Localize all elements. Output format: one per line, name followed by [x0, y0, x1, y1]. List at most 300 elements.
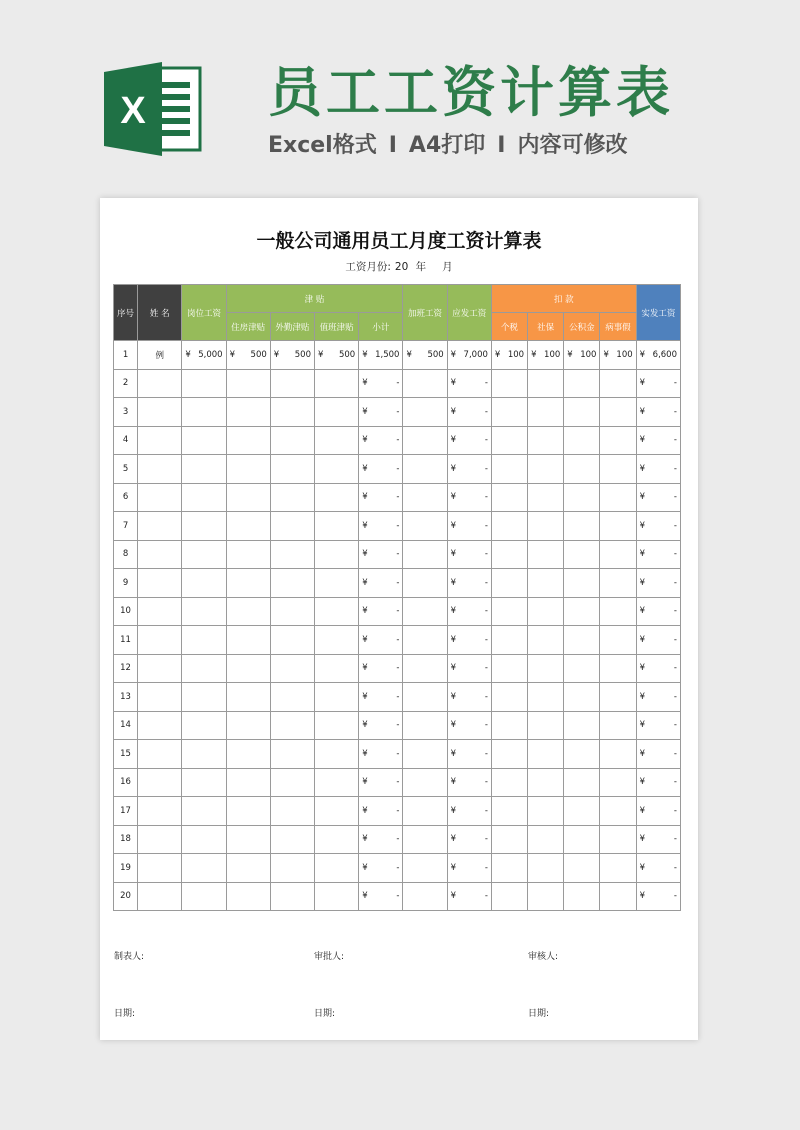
cell-social[interactable]: [528, 626, 564, 655]
cell-subtotal[interactable]: ¥ -: [359, 654, 403, 683]
cell-actual[interactable]: ¥ -: [636, 483, 680, 512]
cell-tax[interactable]: [491, 426, 527, 455]
cell-subtotal[interactable]: ¥ -: [359, 483, 403, 512]
cell-name[interactable]: [138, 483, 182, 512]
cell-seq[interactable]: 18: [114, 825, 138, 854]
cell-outwork[interactable]: [270, 683, 314, 712]
cell-base[interactable]: [182, 483, 226, 512]
cell-fund[interactable]: [564, 426, 600, 455]
cell-social[interactable]: [528, 797, 564, 826]
cell-actual[interactable]: ¥ -: [636, 597, 680, 626]
cell-tax[interactable]: [491, 483, 527, 512]
cell-duty[interactable]: [315, 512, 359, 541]
cell-payable[interactable]: ¥ -: [447, 768, 491, 797]
reviewer-label: 审核人:: [528, 952, 559, 962]
cell-tax[interactable]: [491, 512, 527, 541]
cell-duty[interactable]: [315, 854, 359, 883]
cell-housing[interactable]: [226, 426, 270, 455]
cell-overtime[interactable]: ¥ 500: [403, 341, 447, 370]
cell-overtime[interactable]: [403, 882, 447, 911]
cell-outwork[interactable]: [270, 569, 314, 598]
cell-housing[interactable]: [226, 825, 270, 854]
cell-subtotal[interactable]: ¥ -: [359, 426, 403, 455]
cell-duty[interactable]: [315, 768, 359, 797]
cell-base[interactable]: [182, 797, 226, 826]
table-row: [114, 569, 681, 598]
cell-name[interactable]: [138, 683, 182, 712]
cell-leave[interactable]: [600, 597, 636, 626]
cell-social[interactable]: [528, 426, 564, 455]
cell-payable[interactable]: ¥ -: [447, 825, 491, 854]
cell-overtime[interactable]: [403, 626, 447, 655]
approver-date-label: 日期:: [314, 1009, 336, 1019]
cell-tax[interactable]: [491, 597, 527, 626]
cell-payable[interactable]: ¥ -: [447, 711, 491, 740]
cell-social[interactable]: [528, 882, 564, 911]
cell-payable[interactable]: ¥ -: [447, 369, 491, 398]
cell-payable[interactable]: ¥ -: [447, 597, 491, 626]
cell-fund[interactable]: [564, 711, 600, 740]
cell-duty[interactable]: [315, 569, 359, 598]
cell-overtime[interactable]: [403, 683, 447, 712]
cell-outwork[interactable]: [270, 711, 314, 740]
cell-subtotal[interactable]: ¥ -: [359, 797, 403, 826]
cell-subtotal[interactable]: ¥ 1,500: [359, 341, 403, 370]
cell-seq[interactable]: 8: [114, 540, 138, 569]
cell-duty[interactable]: [315, 369, 359, 398]
cell-outwork[interactable]: [270, 597, 314, 626]
cell-social[interactable]: [528, 398, 564, 427]
cell-duty[interactable]: [315, 740, 359, 769]
cell-duty[interactable]: [315, 683, 359, 712]
cell-outwork[interactable]: [270, 854, 314, 883]
cell-leave[interactable]: [600, 711, 636, 740]
cell-name[interactable]: [138, 512, 182, 541]
cell-leave[interactable]: [600, 483, 636, 512]
cell-base[interactable]: [182, 455, 226, 484]
cell-subtotal[interactable]: ¥ -: [359, 768, 403, 797]
cell-seq[interactable]: 11: [114, 626, 138, 655]
cell-subtotal[interactable]: ¥ -: [359, 398, 403, 427]
cell-fund[interactable]: [564, 597, 600, 626]
cell-name[interactable]: [138, 768, 182, 797]
cell-leave[interactable]: [600, 512, 636, 541]
cell-base[interactable]: [182, 882, 226, 911]
cell-housing[interactable]: [226, 654, 270, 683]
cell-subtotal[interactable]: ¥ -: [359, 369, 403, 398]
cell-social[interactable]: ¥ 100: [528, 341, 564, 370]
header-duty: 值班津贴: [315, 313, 359, 341]
cell-overtime[interactable]: [403, 711, 447, 740]
cell-duty[interactable]: [315, 455, 359, 484]
cell-actual[interactable]: ¥ -: [636, 540, 680, 569]
cell-subtotal[interactable]: ¥ -: [359, 854, 403, 883]
cell-payable[interactable]: ¥ -: [447, 740, 491, 769]
cell-outwork[interactable]: [270, 398, 314, 427]
cell-name[interactable]: [138, 654, 182, 683]
cell-actual[interactable]: ¥ -: [636, 683, 680, 712]
cell-overtime[interactable]: [403, 455, 447, 484]
cell-duty[interactable]: [315, 426, 359, 455]
cell-actual[interactable]: ¥ -: [636, 854, 680, 883]
cell-base[interactable]: [182, 597, 226, 626]
cell-base[interactable]: [182, 512, 226, 541]
cell-social[interactable]: [528, 740, 564, 769]
cell-seq[interactable]: 5: [114, 455, 138, 484]
cell-fund[interactable]: ¥ 100: [564, 341, 600, 370]
cell-overtime[interactable]: [403, 426, 447, 455]
cell-seq[interactable]: 4: [114, 426, 138, 455]
cell-duty[interactable]: [315, 882, 359, 911]
cell-overtime[interactable]: [403, 768, 447, 797]
cell-fund[interactable]: [564, 626, 600, 655]
cell-housing[interactable]: [226, 455, 270, 484]
cell-duty[interactable]: [315, 398, 359, 427]
cell-overtime[interactable]: [403, 569, 447, 598]
cell-housing[interactable]: [226, 768, 270, 797]
table-row: [114, 654, 681, 683]
cell-name[interactable]: 例: [138, 341, 182, 370]
cell-name[interactable]: [138, 455, 182, 484]
cell-fund[interactable]: [564, 483, 600, 512]
cell-seq[interactable]: 20: [114, 882, 138, 911]
cell-name[interactable]: [138, 854, 182, 883]
cell-social[interactable]: [528, 654, 564, 683]
cell-duty[interactable]: [315, 540, 359, 569]
cell-payable[interactable]: ¥ -: [447, 854, 491, 883]
cell-overtime[interactable]: [403, 398, 447, 427]
cell-actual[interactable]: ¥ -: [636, 825, 680, 854]
cell-tax[interactable]: [491, 825, 527, 854]
cell-outwork[interactable]: [270, 768, 314, 797]
cell-seq[interactable]: 3: [114, 398, 138, 427]
cell-subtotal[interactable]: ¥ -: [359, 711, 403, 740]
banner-subtitle: Excel格式 I A4打印 I 内容可修改: [268, 133, 628, 158]
cell-social[interactable]: [528, 711, 564, 740]
cell-social[interactable]: [528, 683, 564, 712]
cell-housing[interactable]: [226, 882, 270, 911]
cell-name[interactable]: [138, 569, 182, 598]
cell-base[interactable]: [182, 854, 226, 883]
cell-housing[interactable]: [226, 797, 270, 826]
cell-payable[interactable]: ¥ -: [447, 540, 491, 569]
cell-social[interactable]: [528, 854, 564, 883]
cell-actual[interactable]: ¥ -: [636, 569, 680, 598]
cell-outwork[interactable]: [270, 540, 314, 569]
cell-actual[interactable]: ¥ -: [636, 455, 680, 484]
cell-base[interactable]: [182, 768, 226, 797]
cell-overtime[interactable]: [403, 512, 447, 541]
cell-subtotal[interactable]: ¥ -: [359, 825, 403, 854]
cell-duty[interactable]: [315, 797, 359, 826]
maker-label: 制表人:: [114, 952, 145, 962]
cell-leave[interactable]: [600, 398, 636, 427]
cell-tax[interactable]: [491, 768, 527, 797]
cell-leave[interactable]: [600, 740, 636, 769]
cell-outwork[interactable]: [270, 825, 314, 854]
cell-base[interactable]: ¥ 5,000: [182, 341, 226, 370]
cell-overtime[interactable]: [403, 597, 447, 626]
cell-leave[interactable]: [600, 768, 636, 797]
cell-seq[interactable]: 10: [114, 597, 138, 626]
cell-fund[interactable]: [564, 740, 600, 769]
cell-social[interactable]: [528, 825, 564, 854]
cell-base[interactable]: [182, 398, 226, 427]
table-row-example: [114, 341, 681, 370]
cell-social[interactable]: [528, 768, 564, 797]
cell-seq[interactable]: 14: [114, 711, 138, 740]
cell-name[interactable]: [138, 626, 182, 655]
header-leave: 病事假: [600, 313, 636, 341]
cell-leave[interactable]: [600, 854, 636, 883]
cell-tax[interactable]: [491, 683, 527, 712]
cell-name[interactable]: [138, 740, 182, 769]
cell-seq[interactable]: 12: [114, 654, 138, 683]
cell-payable[interactable]: ¥ -: [447, 512, 491, 541]
cell-tax[interactable]: ¥ 100: [491, 341, 527, 370]
cell-duty[interactable]: [315, 597, 359, 626]
cell-outwork[interactable]: [270, 369, 314, 398]
cell-fund[interactable]: [564, 540, 600, 569]
cell-base[interactable]: [182, 825, 226, 854]
cell-base[interactable]: [182, 569, 226, 598]
cell-payable[interactable]: ¥ -: [447, 683, 491, 712]
cell-leave[interactable]: ¥ 100: [600, 341, 636, 370]
cell-duty[interactable]: [315, 825, 359, 854]
cell-housing[interactable]: [226, 597, 270, 626]
cell-duty[interactable]: ¥ 500: [315, 341, 359, 370]
cell-name[interactable]: [138, 398, 182, 427]
cell-duty[interactable]: [315, 626, 359, 655]
cell-housing[interactable]: [226, 711, 270, 740]
cell-seq[interactable]: 15: [114, 740, 138, 769]
cell-subtotal[interactable]: ¥ -: [359, 569, 403, 598]
cell-payable[interactable]: ¥ 7,000: [447, 341, 491, 370]
cell-actual[interactable]: ¥ -: [636, 768, 680, 797]
cell-social[interactable]: [528, 369, 564, 398]
cell-overtime[interactable]: [403, 740, 447, 769]
sheet-title: 一般公司通用员工月度工资计算表: [256, 230, 542, 252]
cell-duty[interactable]: [315, 654, 359, 683]
header-housing: 住房津贴: [226, 313, 270, 341]
cell-tax[interactable]: [491, 711, 527, 740]
cell-payable[interactable]: ¥ -: [447, 483, 491, 512]
cell-social[interactable]: [528, 483, 564, 512]
cell-duty[interactable]: [315, 711, 359, 740]
cell-name[interactable]: [138, 825, 182, 854]
cell-leave[interactable]: [600, 882, 636, 911]
cell-base[interactable]: [182, 426, 226, 455]
cell-seq[interactable]: 13: [114, 683, 138, 712]
cell-tax[interactable]: [491, 797, 527, 826]
cell-overtime[interactable]: [403, 797, 447, 826]
cell-duty[interactable]: [315, 483, 359, 512]
cell-tax[interactable]: [491, 882, 527, 911]
cell-name[interactable]: [138, 882, 182, 911]
cell-overtime[interactable]: [403, 369, 447, 398]
cell-subtotal[interactable]: ¥ -: [359, 597, 403, 626]
cell-payable[interactable]: ¥ -: [447, 654, 491, 683]
cell-leave[interactable]: [600, 626, 636, 655]
cell-tax[interactable]: [491, 654, 527, 683]
cell-outwork[interactable]: [270, 654, 314, 683]
cell-tax[interactable]: [491, 398, 527, 427]
cell-actual[interactable]: ¥ -: [636, 654, 680, 683]
cell-tax[interactable]: [491, 455, 527, 484]
cell-fund[interactable]: [564, 882, 600, 911]
cell-housing[interactable]: [226, 626, 270, 655]
cell-outwork[interactable]: [270, 483, 314, 512]
cell-fund[interactable]: [564, 369, 600, 398]
cell-leave[interactable]: [600, 426, 636, 455]
table-row: [114, 768, 681, 797]
cell-housing[interactable]: [226, 540, 270, 569]
cell-housing[interactable]: [226, 683, 270, 712]
cell-leave[interactable]: [600, 797, 636, 826]
cell-outwork[interactable]: [270, 426, 314, 455]
cell-overtime[interactable]: [403, 483, 447, 512]
cell-base[interactable]: [182, 626, 226, 655]
table-row: [114, 626, 681, 655]
cell-outwork[interactable]: [270, 455, 314, 484]
cell-actual[interactable]: ¥ -: [636, 740, 680, 769]
cell-tax[interactable]: [491, 854, 527, 883]
cell-actual[interactable]: ¥ -: [636, 426, 680, 455]
cell-outwork[interactable]: [270, 626, 314, 655]
cell-name[interactable]: [138, 797, 182, 826]
cell-fund[interactable]: [564, 825, 600, 854]
cell-social[interactable]: [528, 540, 564, 569]
cell-leave[interactable]: [600, 683, 636, 712]
cell-subtotal[interactable]: ¥ -: [359, 455, 403, 484]
cell-actual[interactable]: ¥ 6,600: [636, 341, 680, 370]
cell-payable[interactable]: ¥ -: [447, 626, 491, 655]
cell-fund[interactable]: [564, 654, 600, 683]
cell-name[interactable]: [138, 426, 182, 455]
cell-tax[interactable]: [491, 626, 527, 655]
cell-tax[interactable]: [491, 569, 527, 598]
cell-overtime[interactable]: [403, 854, 447, 883]
cell-social[interactable]: [528, 597, 564, 626]
cell-actual[interactable]: ¥ -: [636, 512, 680, 541]
cell-social[interactable]: [528, 569, 564, 598]
cell-subtotal[interactable]: ¥ -: [359, 740, 403, 769]
cell-subtotal[interactable]: ¥ -: [359, 512, 403, 541]
cell-base[interactable]: [182, 711, 226, 740]
cell-housing[interactable]: [226, 369, 270, 398]
cell-actual[interactable]: ¥ -: [636, 626, 680, 655]
cell-payable[interactable]: ¥ -: [447, 426, 491, 455]
cell-actual[interactable]: ¥ -: [636, 797, 680, 826]
cell-seq[interactable]: 17: [114, 797, 138, 826]
cell-fund[interactable]: [564, 398, 600, 427]
cell-actual[interactable]: ¥ -: [636, 398, 680, 427]
cell-fund[interactable]: [564, 854, 600, 883]
cell-leave[interactable]: [600, 369, 636, 398]
svg-text:X: X: [120, 90, 146, 132]
cell-seq[interactable]: 19: [114, 854, 138, 883]
cell-fund[interactable]: [564, 569, 600, 598]
cell-leave[interactable]: [600, 654, 636, 683]
cell-seq[interactable]: 1: [114, 341, 138, 370]
cell-social[interactable]: [528, 512, 564, 541]
header-base: 岗位工资: [182, 285, 226, 341]
cell-name[interactable]: [138, 540, 182, 569]
cell-name[interactable]: [138, 369, 182, 398]
cell-seq[interactable]: 16: [114, 768, 138, 797]
cell-base[interactable]: [182, 540, 226, 569]
cell-subtotal[interactable]: ¥ -: [359, 626, 403, 655]
cell-payable[interactable]: ¥ -: [447, 797, 491, 826]
cell-subtotal[interactable]: ¥ -: [359, 540, 403, 569]
cell-fund[interactable]: [564, 683, 600, 712]
cell-actual[interactable]: ¥ -: [636, 882, 680, 911]
cell-payable[interactable]: ¥ -: [447, 569, 491, 598]
cell-payable[interactable]: ¥ -: [447, 455, 491, 484]
cell-seq[interactable]: 6: [114, 483, 138, 512]
cell-outwork[interactable]: [270, 740, 314, 769]
cell-fund[interactable]: [564, 768, 600, 797]
cell-housing[interactable]: [226, 483, 270, 512]
cell-leave[interactable]: [600, 455, 636, 484]
cell-housing[interactable]: [226, 740, 270, 769]
cell-housing[interactable]: [226, 569, 270, 598]
cell-name[interactable]: [138, 711, 182, 740]
cell-housing[interactable]: [226, 398, 270, 427]
cell-housing[interactable]: ¥ 500: [226, 341, 270, 370]
cell-base[interactable]: [182, 654, 226, 683]
cell-payable[interactable]: ¥ -: [447, 398, 491, 427]
cell-actual[interactable]: ¥ -: [636, 711, 680, 740]
cell-subtotal[interactable]: ¥ -: [359, 683, 403, 712]
cell-outwork[interactable]: [270, 797, 314, 826]
cell-actual[interactable]: ¥ -: [636, 369, 680, 398]
cell-housing[interactable]: [226, 854, 270, 883]
cell-seq[interactable]: 7: [114, 512, 138, 541]
cell-overtime[interactable]: [403, 654, 447, 683]
cell-fund[interactable]: [564, 512, 600, 541]
cell-base[interactable]: [182, 369, 226, 398]
cell-seq[interactable]: 2: [114, 369, 138, 398]
cell-tax[interactable]: [491, 369, 527, 398]
cell-outwork[interactable]: [270, 882, 314, 911]
header-outwork: 外勤津贴: [270, 313, 314, 341]
table-row: [114, 597, 681, 626]
cell-overtime[interactable]: [403, 540, 447, 569]
cell-fund[interactable]: [564, 797, 600, 826]
cell-leave[interactable]: [600, 540, 636, 569]
maker-date-label: 日期:: [114, 1009, 136, 1019]
cell-fund[interactable]: [564, 455, 600, 484]
cell-leave[interactable]: [600, 825, 636, 854]
header-deduction: 扣 款: [491, 285, 636, 313]
cell-tax[interactable]: [491, 740, 527, 769]
cell-base[interactable]: [182, 683, 226, 712]
cell-subtotal[interactable]: ¥ -: [359, 882, 403, 911]
cell-social[interactable]: [528, 455, 564, 484]
cell-overtime[interactable]: [403, 825, 447, 854]
cell-seq[interactable]: 9: [114, 569, 138, 598]
cell-base[interactable]: [182, 740, 226, 769]
cell-leave[interactable]: [600, 569, 636, 598]
cell-outwork[interactable]: ¥ 500: [270, 341, 314, 370]
cell-housing[interactable]: [226, 512, 270, 541]
cell-outwork[interactable]: [270, 512, 314, 541]
cell-tax[interactable]: [491, 540, 527, 569]
header-overtime: 加班工资: [403, 285, 447, 341]
cell-payable[interactable]: ¥ -: [447, 882, 491, 911]
cell-name[interactable]: [138, 597, 182, 626]
